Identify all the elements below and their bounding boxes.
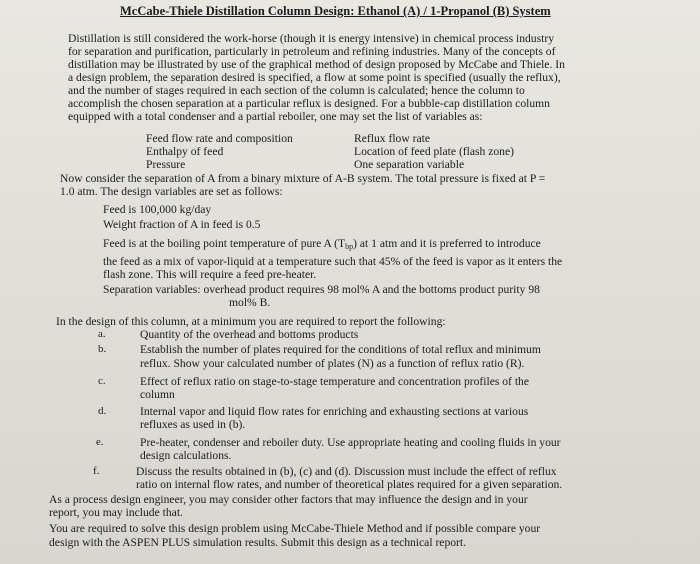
list-item: Establish the number of plates required for the conditions of total reflux and minimum <box>140 343 541 356</box>
list-item: Internal vapor and liquid flow rates for enriching and exhausting sections at various <box>140 405 529 418</box>
item-marker: d. <box>98 405 107 417</box>
list-item: Discuss the results obtained in (b), (c) and (d). Discussion must include the effect of reflux <box>136 465 557 478</box>
spec-separation: mol% B. <box>229 296 271 309</box>
item-marker: e. <box>96 436 104 448</box>
item-marker: c. <box>98 375 106 387</box>
intro-line: and the number of stages required in each section of the column is calculated; hence the column to <box>68 84 525 97</box>
spec-mix-line: the feed as a mix of vapor-liquid at a temperature such that 45% of the feed is vapor as it enters the <box>103 255 563 268</box>
intro-line: accomplish the chosen separation at a particular reflux is designed. For a bubble-cap distillation column <box>68 97 550 110</box>
consider-line: 1.0 atm. The design variables are set as follows: <box>60 185 283 198</box>
spec-weight-fraction: Weight fraction of A in feed is 0.5 <box>103 218 261 231</box>
list-item: design calculations. <box>140 449 232 462</box>
intro-line: Distillation is still considered the work-horse (though it is energy intensive) in chemical process industry <box>68 32 554 45</box>
list-item: Effect of reflux ratio on stage-to-stage temperature and concentration profiles of the <box>140 375 529 388</box>
spec-boiling-point: Feed is at the boiling point temperature of pure A $(T_{bp})$ at 1 atm and it is preferred to introduce <box>103 237 541 251</box>
variable-left: Feed flow rate and composition <box>146 132 293 145</box>
intro-line: equipped with a total condenser and a partial reboiler, one may set the list of variables as: <box>68 110 483 123</box>
variable-left: Enthalpy of feed <box>146 145 224 158</box>
spec-mix-line: flash zone. This will require a feed pre-heater. <box>103 268 317 281</box>
list-item: refluxes as used in (b). <box>140 418 246 431</box>
spec-separation: Separation variables: overhead product requires 98 mol% A and the bottoms product purity 98 <box>103 283 540 296</box>
list-item: column <box>140 388 175 401</box>
consider-line: Now consider the separation of A from a binary mixture of A-B system. The total pressure is fixed at P = <box>60 172 546 185</box>
list-item: ratio on internal flow rates, and number of theoretical plates required for a given separation. <box>136 478 563 491</box>
item-marker: a. <box>98 328 106 340</box>
list-item: reflux. Show your calculated number of plates (N) as a function of reflux ratio (R). <box>140 357 525 370</box>
variable-left: Pressure <box>146 158 186 171</box>
list-item: Pre-heater, condenser and reboiler duty. Use appropriate heating and cooling fluids in your <box>140 436 561 449</box>
closing-line: design with the ASPEN PLUS simulation results. Submit this design as a technical report. <box>49 536 467 549</box>
list-item: Quantity of the overhead and bottoms products <box>140 328 359 341</box>
document-title: McCabe-Thiele Distillation Column Design: Ethanol (A) / 1-Propanol (B) System <box>120 4 551 18</box>
closing-line: report, you may include that. <box>49 506 183 519</box>
report-intro: In the design of this column, at a minimum you are required to report the following: <box>56 315 446 328</box>
closing-line: As a process design engineer, you may consider other factors that may influence the design and in your <box>49 493 528 506</box>
intro-line: distillation may be illustrated by use of the graphical method of design proposed by McCabe and Thiele. In <box>68 58 565 71</box>
item-marker: f. <box>93 465 100 477</box>
item-marker: b. <box>98 343 107 355</box>
variable-right: One separation variable <box>354 158 465 171</box>
closing-line: You are required to solve this design problem using McCabe-Thiele Method and if possible compare your <box>49 522 541 535</box>
intro-line: for separation and purification, particularly in petroleum and refining industries. Many of the concepts of <box>68 45 556 58</box>
intro-line: a design problem, the separation desired is specified, a flow at some point is specified (usually the reflux), <box>68 71 561 84</box>
spec-feed-rate: Feed is 100,000 kg/day <box>103 203 212 216</box>
variable-right: Reflux flow rate <box>354 132 430 145</box>
variable-right: Location of feed plate (flash zone) <box>354 145 514 158</box>
